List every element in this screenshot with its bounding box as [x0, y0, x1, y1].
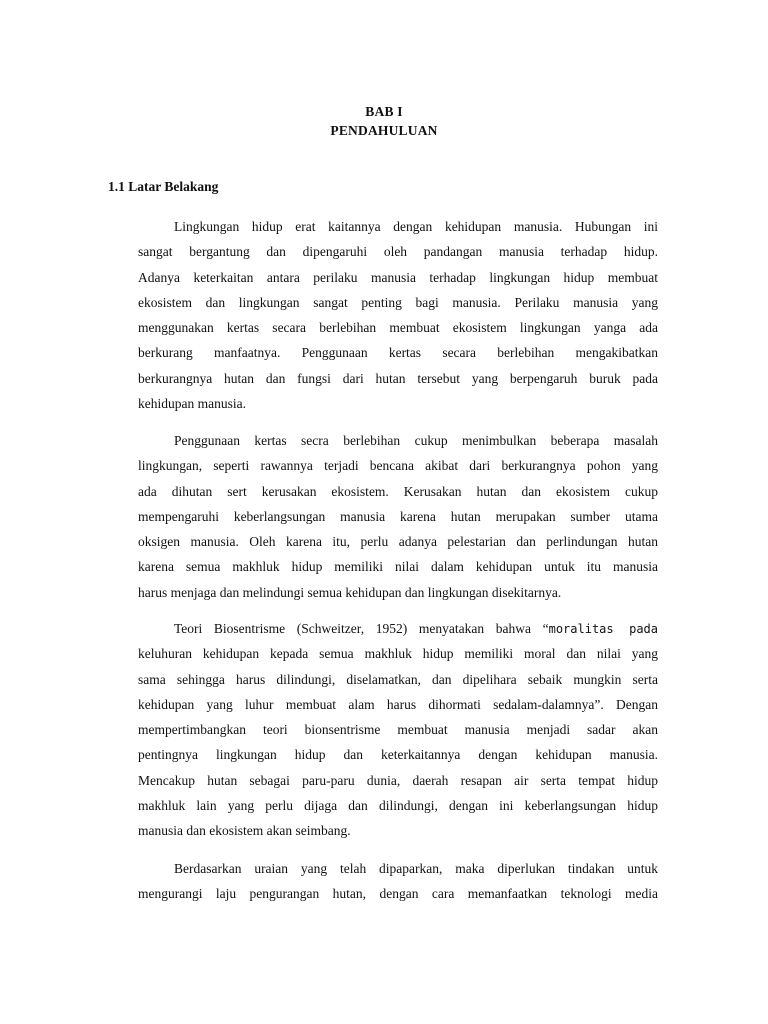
chapter-number: BAB I — [365, 104, 403, 119]
paragraph-line: Adanya keterkaitan antara perilaku manusia terhadap lingkungan hidup membuat — [138, 269, 658, 285]
paragraph-line: keluhuran kehidupan kepada semua makhluk hidup memiliki moral dan nilai yang — [138, 646, 658, 662]
paragraph-line: mempertimbangkan teori bionsentrisme membuat manusia menjadi sadar akan — [138, 722, 658, 738]
paragraph-4 — [138, 856, 658, 907]
paragraph-line: Lingkungan hidup erat kaitannya dengan kehidupan manusia. Hubungan ini — [174, 219, 658, 234]
paragraph-1 — [138, 214, 658, 416]
paragraph-line: ekosistem dan lingkungan sangat penting bagi manusia. Perilaku manusia yang — [138, 294, 658, 310]
paragraph-line: makhluk lain yang perlu dijaga dan dilindungi, dengan ini keberlangsungan hidup — [138, 798, 658, 814]
paragraph-line — [138, 616, 658, 641]
section-heading: 1.1 Latar Belakang — [108, 179, 219, 194]
paragraph-line: oksigen manusia. Oleh karena itu, perlu adanya pelestarian dan perlindungan hutan — [138, 534, 658, 550]
paragraph-line: pentingnya lingkungan hidup dan keterkaitannya dengan kehidupan manusia. — [138, 747, 658, 763]
paragraph-line: mengurangi laju pengurangan hutan, dengan cara memanfaatkan teknologi media — [138, 886, 658, 902]
quoted-text-mono: moralitas pada — [548, 622, 658, 636]
paragraph-line: Mencakup hutan sebagai paru-paru dunia, daerah resapan air serta tempat hidup — [138, 772, 658, 788]
paragraph-line: berkurang manfaatnya. Penggunaan kertas secara berlebihan mengakibatkan — [138, 345, 658, 361]
paragraph-line: lingkungan, seperti rawannya terjadi bencana akibat dari berkurangnya pohon yang — [138, 458, 658, 474]
paragraph-line: mempengaruhi keberlangsungan manusia karena hutan merupakan sumber utama — [138, 508, 658, 524]
paragraph-line: berkurangnya hutan dan fungsi dari hutan tersebut yang berpengaruh buruk pada — [138, 370, 658, 386]
paragraph-line: manusia dan ekosistem akan seimbang. — [138, 823, 351, 839]
paragraph-line: sama sehingga harus dilindungi, diselamatkan, dan dipelihara sebaik mungkin serta — [138, 671, 658, 687]
paragraph-2 — [138, 428, 658, 605]
paragraph-line: Berdasarkan uraian yang telah dipaparkan, maka diperlukan tindakan untuk — [174, 861, 658, 876]
paragraph-line: kehidupan yang luhur membuat alam harus dihormati sedalam-dalamnya”. Dengan — [138, 696, 658, 712]
paragraph-line: Penggunaan kertas secra berlebihan cukup menimbulkan beberapa masalah — [174, 433, 658, 448]
paragraph-line: sangat bergantung dan dipengaruhi oleh pandangan manusia terhadap hidup. — [138, 244, 658, 260]
paragraph-line: ada dihutan sert kerusakan ekosistem. Kerusakan hutan dan ekosistem cukup — [138, 483, 658, 499]
paragraph-line: karena semua makhluk hidup memiliki nilai dalam kehidupan untuk itu manusia — [138, 559, 658, 575]
paragraph-line: harus menjaga dan melindungi semua kehidupan dan lingkungan disekitarnya. — [138, 584, 562, 600]
paragraph-line: menggunakan kertas secara berlebihan membuat ekosistem lingkungan yanga ada — [138, 320, 658, 336]
paragraph-line-lead: Teori Biosentrisme (Schweitzer, 1952) menyatakan bahwa “ — [174, 621, 549, 636]
paragraph-3 — [138, 616, 658, 844]
chapter-title: PENDAHULUAN — [330, 123, 438, 138]
paragraph-line: kehidupan manusia. — [138, 396, 246, 412]
